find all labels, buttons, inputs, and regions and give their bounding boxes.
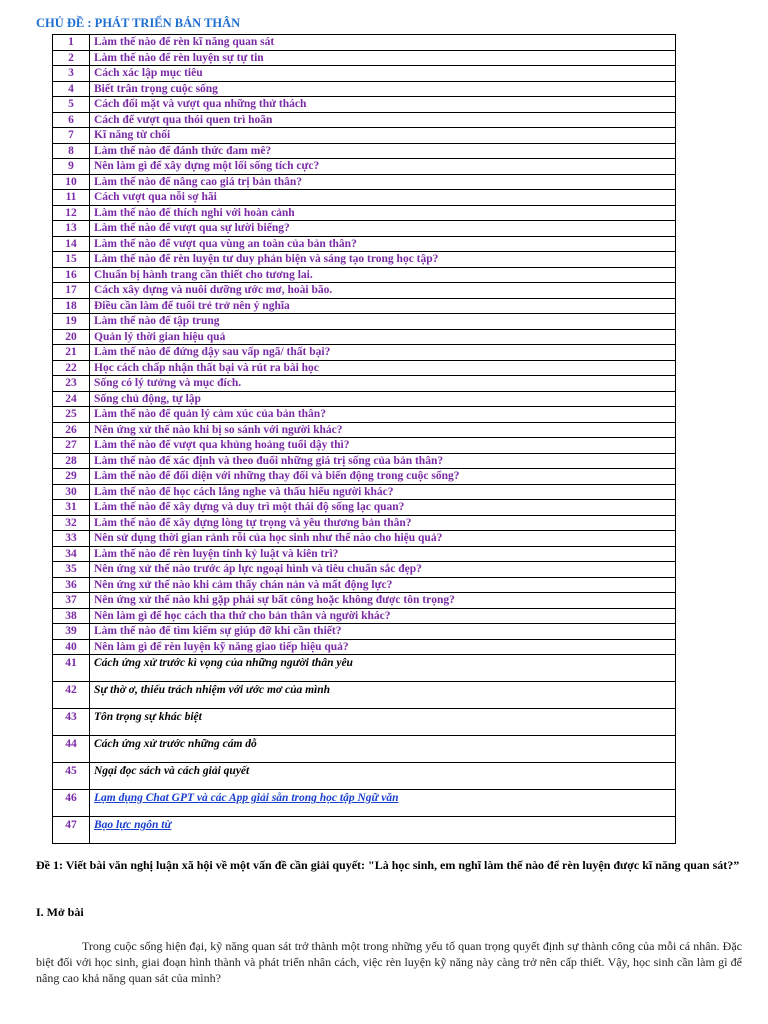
topic-number: 9 bbox=[53, 159, 90, 175]
topic-text: Sự thờ ơ, thiếu trách nhiệm với ước mơ của mình bbox=[90, 682, 676, 709]
topic-number: 39 bbox=[53, 624, 90, 640]
topic-text: Sống có lý tưởng và mục đích. bbox=[90, 376, 676, 392]
topic-text: Làm thế nào để rèn luyện tư duy phản biện và sáng tạo trong học tập? bbox=[90, 252, 676, 268]
topic-text: Cách ứng xử trước kì vọng của những người thân yêu bbox=[90, 655, 676, 682]
topic-text: Học cách chấp nhận thất bại và rút ra bài học bbox=[90, 360, 676, 376]
table-row bbox=[53, 624, 676, 640]
table-row bbox=[53, 314, 676, 330]
topic-text: Sống chủ động, tự lập bbox=[90, 391, 676, 407]
topic-number: 10 bbox=[53, 174, 90, 190]
table-row bbox=[53, 205, 676, 221]
table-row bbox=[53, 639, 676, 655]
table-row bbox=[53, 817, 676, 844]
table-row bbox=[53, 593, 676, 609]
topic-number: 37 bbox=[53, 593, 90, 609]
topic-text: Làm thế nào để vượt qua sự lười biếng? bbox=[90, 221, 676, 237]
topic-number: 42 bbox=[53, 682, 90, 709]
topic-text: Nên làm gì để xây dựng một lối sống tích cực? bbox=[90, 159, 676, 175]
topic-table bbox=[52, 34, 676, 844]
table-row bbox=[53, 422, 676, 438]
topic-text: Nên ứng xử thế nào khi gặp phải sự bất công hoặc không được tôn trọng? bbox=[90, 593, 676, 609]
table-row bbox=[53, 562, 676, 578]
topic-text: Biết trân trọng cuộc sống bbox=[90, 81, 676, 97]
topic-text: Làm thế nào để đứng dậy sau vấp ngã/ thất bại? bbox=[90, 345, 676, 361]
intro-paragraph: Trong cuộc sống hiện đại, kỹ năng quan sát trở thành một trong những yếu tố quan trọng quyết định sự thành công của mỗi cá nhân. Đặc biệt đối với học sinh, giai đoạn hình thành và phát triển nhân cách, việc rèn luyện kỹ năng này càng trở nên cấp thiết. Vậy, học sinh cần làm gì để nâng cao khả năng quan sát của mình? bbox=[36, 939, 742, 985]
table-row bbox=[53, 221, 676, 237]
table-row bbox=[53, 376, 676, 392]
table-row bbox=[53, 329, 676, 345]
topic-number: 46 bbox=[53, 790, 90, 817]
topic-number: 34 bbox=[53, 546, 90, 562]
table-row bbox=[53, 484, 676, 500]
table-row bbox=[53, 709, 676, 736]
topic-text: Kĩ năng từ chối bbox=[90, 128, 676, 144]
topic-number: 1 bbox=[53, 35, 90, 51]
topic-number: 11 bbox=[53, 190, 90, 206]
table-row bbox=[53, 577, 676, 593]
topic-number: 24 bbox=[53, 391, 90, 407]
topic-number: 33 bbox=[53, 531, 90, 547]
topic-link[interactable]: Bạo lực ngôn từ bbox=[90, 817, 676, 844]
topic-text: Làm thế nào để vượt qua khủng hoảng tuổi dậy thì? bbox=[90, 438, 676, 454]
table-row bbox=[53, 283, 676, 299]
topic-text: Làm thế nào để xây dựng lòng tự trọng và yêu thương bản thân? bbox=[90, 515, 676, 531]
topic-text: Cách vượt qua nỗi sợ hãi bbox=[90, 190, 676, 206]
topic-text: Làm thế nào để xác định và theo đuổi những giá trị sống của bản thân? bbox=[90, 453, 676, 469]
topic-text: Cách ứng xử trước những cám dỗ bbox=[90, 736, 676, 763]
table-row bbox=[53, 81, 676, 97]
topic-number: 36 bbox=[53, 577, 90, 593]
table-row bbox=[53, 453, 676, 469]
essay-title: Đề 1: Viết bài văn nghị luận xã hội về một vấn đề cần giải quyết: "Là học sinh, em nghĩ làm thế nào để rèn luyện được kĩ năng quan sát?” bbox=[36, 858, 740, 872]
section-heading: I. Mở bài bbox=[36, 905, 84, 919]
topic-number: 30 bbox=[53, 484, 90, 500]
topic-text: Cách xây dựng và nuôi dưỡng ước mơ, hoài bão. bbox=[90, 283, 676, 299]
topic-text: Làm thế nào để tìm kiếm sự giúp đỡ khi cần thiết? bbox=[90, 624, 676, 640]
table-row bbox=[53, 143, 676, 159]
table-row bbox=[53, 763, 676, 790]
table-row bbox=[53, 236, 676, 252]
topic-number: 6 bbox=[53, 112, 90, 128]
table-row bbox=[53, 112, 676, 128]
topic-number: 40 bbox=[53, 639, 90, 655]
topic-text: Cách để vượt qua thói quen trì hoãn bbox=[90, 112, 676, 128]
topic-text: Nên ứng xử thế nào khi bị so sánh với người khác? bbox=[90, 422, 676, 438]
table-row bbox=[53, 531, 676, 547]
table-row bbox=[53, 391, 676, 407]
topic-number: 12 bbox=[53, 205, 90, 221]
table-row bbox=[53, 345, 676, 361]
table-row bbox=[53, 174, 676, 190]
topic-text: Làm thế nào để đánh thức đam mê? bbox=[90, 143, 676, 159]
table-row bbox=[53, 360, 676, 376]
topic-text: Làm thế nào để tập trung bbox=[90, 314, 676, 330]
topic-text: Chuẩn bị hành trang cần thiết cho tương lai. bbox=[90, 267, 676, 283]
topic-number: 8 bbox=[53, 143, 90, 159]
topic-text: Nên ứng xử thế nào trước áp lực ngoại hình và tiêu chuẩn sắc đẹp? bbox=[90, 562, 676, 578]
table-row bbox=[53, 546, 676, 562]
table-row bbox=[53, 655, 676, 682]
topic-number: 14 bbox=[53, 236, 90, 252]
topic-text: Làm thế nào để thích nghi với hoàn cảnh bbox=[90, 205, 676, 221]
topic-text: Làm thế nào để quản lý cảm xúc của bản thân? bbox=[90, 407, 676, 423]
table-row bbox=[53, 97, 676, 113]
table-row bbox=[53, 790, 676, 817]
topic-number: 45 bbox=[53, 763, 90, 790]
topic-number: 4 bbox=[53, 81, 90, 97]
table-row bbox=[53, 298, 676, 314]
page-title: CHỦ ĐỀ : PHÁT TRIỂN BẢN THÂN bbox=[36, 16, 241, 30]
topic-text: Quản lý thời gian hiệu quả bbox=[90, 329, 676, 345]
topic-number: 2 bbox=[53, 50, 90, 66]
topic-text: Cách đối mặt và vượt qua những thử thách bbox=[90, 97, 676, 113]
topic-text: Làm thế nào để đối diện với những thay đổi và biến động trong cuộc sống? bbox=[90, 469, 676, 485]
topic-number: 38 bbox=[53, 608, 90, 624]
topic-text: Làm thế nào để rèn kĩ năng quan sát bbox=[90, 35, 676, 51]
topic-number: 25 bbox=[53, 407, 90, 423]
topic-text: Cách xác lập mục tiêu bbox=[90, 66, 676, 82]
topic-number: 18 bbox=[53, 298, 90, 314]
topic-text: Nên làm gì để rèn luyện kỹ năng giao tiếp hiệu quả? bbox=[90, 639, 676, 655]
topic-text: Làm thế nào để xây dựng và duy trì một thái độ sống lạc quan? bbox=[90, 500, 676, 516]
topic-number: 22 bbox=[53, 360, 90, 376]
topic-number: 43 bbox=[53, 709, 90, 736]
topic-number: 35 bbox=[53, 562, 90, 578]
topic-number: 44 bbox=[53, 736, 90, 763]
topic-number: 41 bbox=[53, 655, 90, 682]
topic-number: 17 bbox=[53, 283, 90, 299]
topic-text: Làm thế nào để học cách lắng nghe và thấu hiểu người khác? bbox=[90, 484, 676, 500]
topic-number: 16 bbox=[53, 267, 90, 283]
topic-number: 26 bbox=[53, 422, 90, 438]
topic-number: 21 bbox=[53, 345, 90, 361]
table-row bbox=[53, 252, 676, 268]
table-row bbox=[53, 128, 676, 144]
topic-number: 28 bbox=[53, 453, 90, 469]
topic-text: Nên ứng xử thế nào khi cảm thấy chán nản và mất động lực? bbox=[90, 577, 676, 593]
topic-number: 32 bbox=[53, 515, 90, 531]
topic-number: 23 bbox=[53, 376, 90, 392]
topic-number: 15 bbox=[53, 252, 90, 268]
table-row bbox=[53, 682, 676, 709]
table-row bbox=[53, 438, 676, 454]
table-row bbox=[53, 267, 676, 283]
topic-text: Tôn trọng sự khác biệt bbox=[90, 709, 676, 736]
topic-number: 29 bbox=[53, 469, 90, 485]
topic-number: 19 bbox=[53, 314, 90, 330]
table-row bbox=[53, 736, 676, 763]
topic-text: Làm thế nào để vượt qua vùng an toàn của bản thân? bbox=[90, 236, 676, 252]
topic-number: 3 bbox=[53, 66, 90, 82]
topic-text: Nên sử dụng thời gian rảnh rỗi của học sinh như thế nào cho hiệu quả? bbox=[90, 531, 676, 547]
topic-number: 47 bbox=[53, 817, 90, 844]
table-row bbox=[53, 50, 676, 66]
table-row bbox=[53, 190, 676, 206]
topic-number: 27 bbox=[53, 438, 90, 454]
table-row bbox=[53, 608, 676, 624]
table-row bbox=[53, 407, 676, 423]
topic-number: 20 bbox=[53, 329, 90, 345]
topic-number: 13 bbox=[53, 221, 90, 237]
topic-text: Ngại đọc sách và cách giải quyết bbox=[90, 763, 676, 790]
topic-text: Làm thế nào để rèn luyện sự tự tin bbox=[90, 50, 676, 66]
table-row bbox=[53, 515, 676, 531]
topic-text: Làm thế nào để rèn luyện tính kỷ luật và kiên trì? bbox=[90, 546, 676, 562]
table-row bbox=[53, 66, 676, 82]
table-row bbox=[53, 159, 676, 175]
topic-text: Nên làm gì để học cách tha thứ cho bản thân và người khác? bbox=[90, 608, 676, 624]
topic-link[interactable]: Lạm dụng Chat GPT và các App giải sẵn trong học tập Ngữ văn bbox=[90, 790, 676, 817]
table-row bbox=[53, 500, 676, 516]
topic-text: Làm thế nào để nâng cao giá trị bản thân? bbox=[90, 174, 676, 190]
table-row bbox=[53, 35, 676, 51]
topic-number: 7 bbox=[53, 128, 90, 144]
topic-text: Điều cần làm để tuổi trẻ trở nên ý nghĩa bbox=[90, 298, 676, 314]
topic-number: 31 bbox=[53, 500, 90, 516]
topic-number: 5 bbox=[53, 97, 90, 113]
table-row bbox=[53, 469, 676, 485]
